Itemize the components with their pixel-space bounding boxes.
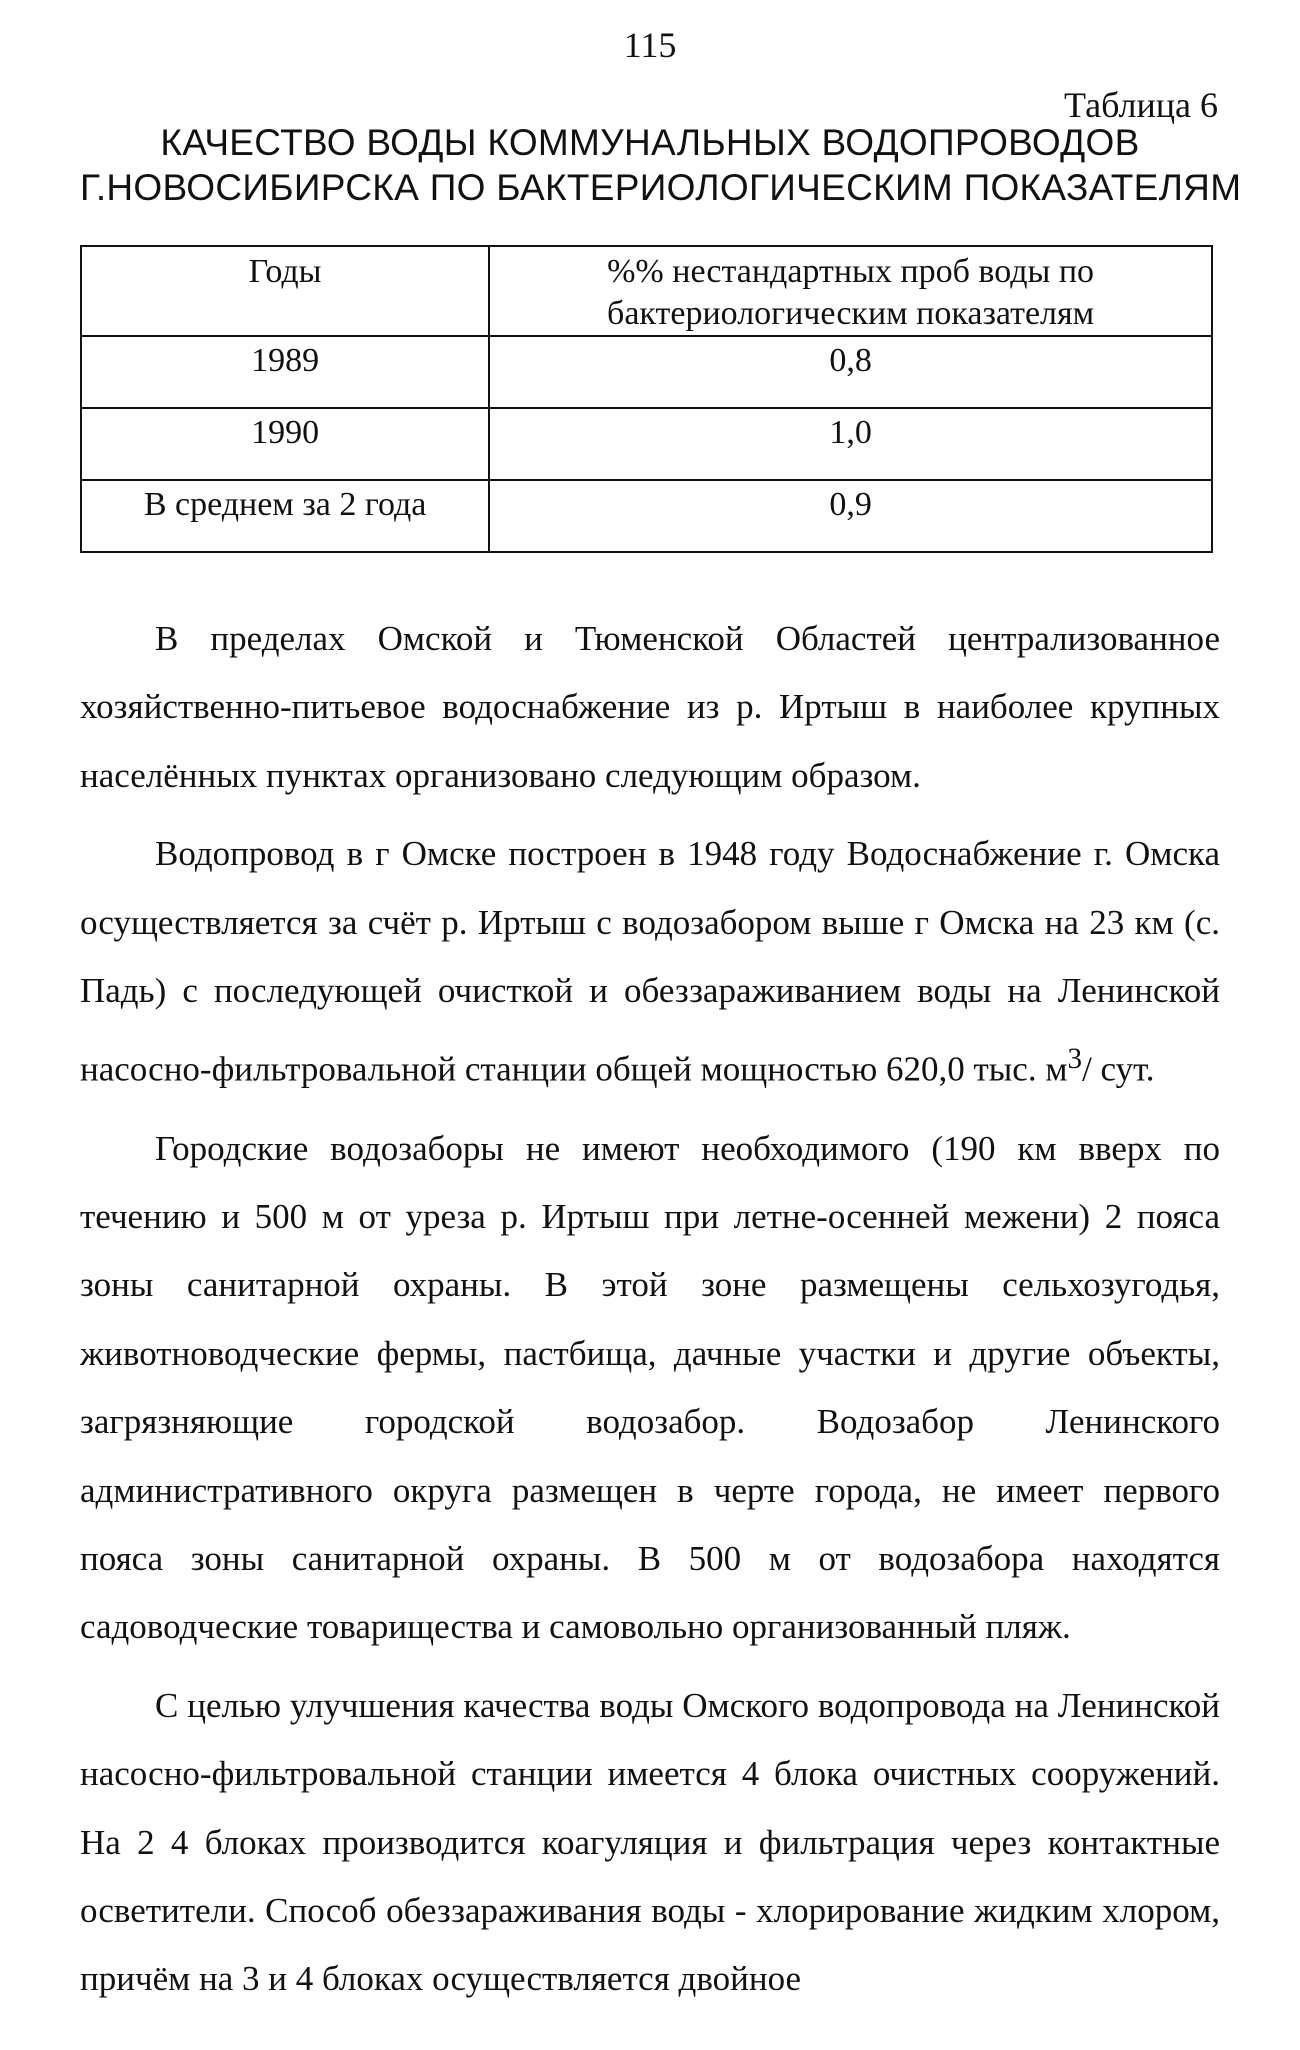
superscript-3: 3 (1067, 1043, 1083, 1076)
table-row (81, 336, 1212, 408)
paragraph-1: В пределах Омской и Тюменской Областей централизованное хозяйственно-питьевое водоснабжение из р. Иртыш в наиболее крупных населённых пунктах организовано следующим образом. (80, 619, 1220, 795)
paragraph-2-unit: / сут. (1082, 1050, 1155, 1090)
table-title-line-2: Г.НОВОСИБИРСКА ПО БАКТЕРИОЛОГИЧЕСКИМ ПОКАЗАТЕЛЯМ (80, 167, 1242, 208)
water-quality-table (80, 245, 1213, 553)
page-number: 115 (623, 25, 677, 65)
header-value-line-2: бактериологическим показателям (607, 295, 1095, 332)
body-text (80, 605, 1220, 2014)
row-year: 1989 (81, 336, 489, 408)
table-title (80, 120, 1242, 210)
header-value-line-1: %% нестандартных проб воды по (607, 253, 1095, 290)
header-value (489, 246, 1212, 336)
paragraph-3: Городские водозаборы не имеют необходимого (190 км вверх по течению и 500 м от уреза р. Иртыш при летне-осенней межени) 2 пояса зоны санитарной охраны. В этой зоне размещены сельхозугодья, животноводческие фермы, пастбища, дачные участки и другие объекты, загрязняющие городской водозабор. Водозабор Ленинского административного округа размещен в черте города, не имеет первого пояса зоны санитарной охраны. В 500 м от водозабора находятся садоводческие товарищества и самовольно организованный пляж. (80, 1128, 1220, 1647)
header-year: Годы (81, 246, 489, 336)
table-title-line-1: КАЧЕСТВО ВОДЫ КОММУНАЛЬНЫХ ВОДОПРОВОДОВ (160, 122, 1140, 163)
paragraph-4: С целью улучшения качества воды Омского водопровода на Ленинской насосно-фильтровальной станции имеется 4 блока очистных сооружений. На 2 4 блоках производится коагуляция и фильтрация через контактные осветители. Способ обеззараживания воды - хлорирование жидким хлором, причём на 3 и 4 блоках осуществляется двойное (80, 1685, 1220, 1999)
table-header-row (81, 246, 1212, 336)
row-year: 1990 (81, 408, 489, 480)
paragraph-2-text: Водопровод в г Омске построен в 1948 году Водоснабжение г. Омска осуществляется за счёт р. Иртыш с водозабором выше г Омска на 23 км (с. Падь) с последующей очисткой и обеззараживанием воды на Ленинской насосно-фильтровальной станции общей мощностью 620,0 тыс. м (80, 834, 1220, 1090)
row-value: 0,9 (489, 480, 1212, 552)
paragraph-2 (80, 820, 1220, 1104)
row-value: 0,8 (489, 336, 1212, 408)
table-label: Таблица 6 (1064, 85, 1218, 125)
row-year: В среднем за 2 года (81, 480, 489, 552)
table-row (81, 408, 1212, 480)
table-row (81, 480, 1212, 552)
row-value: 1,0 (489, 408, 1212, 480)
